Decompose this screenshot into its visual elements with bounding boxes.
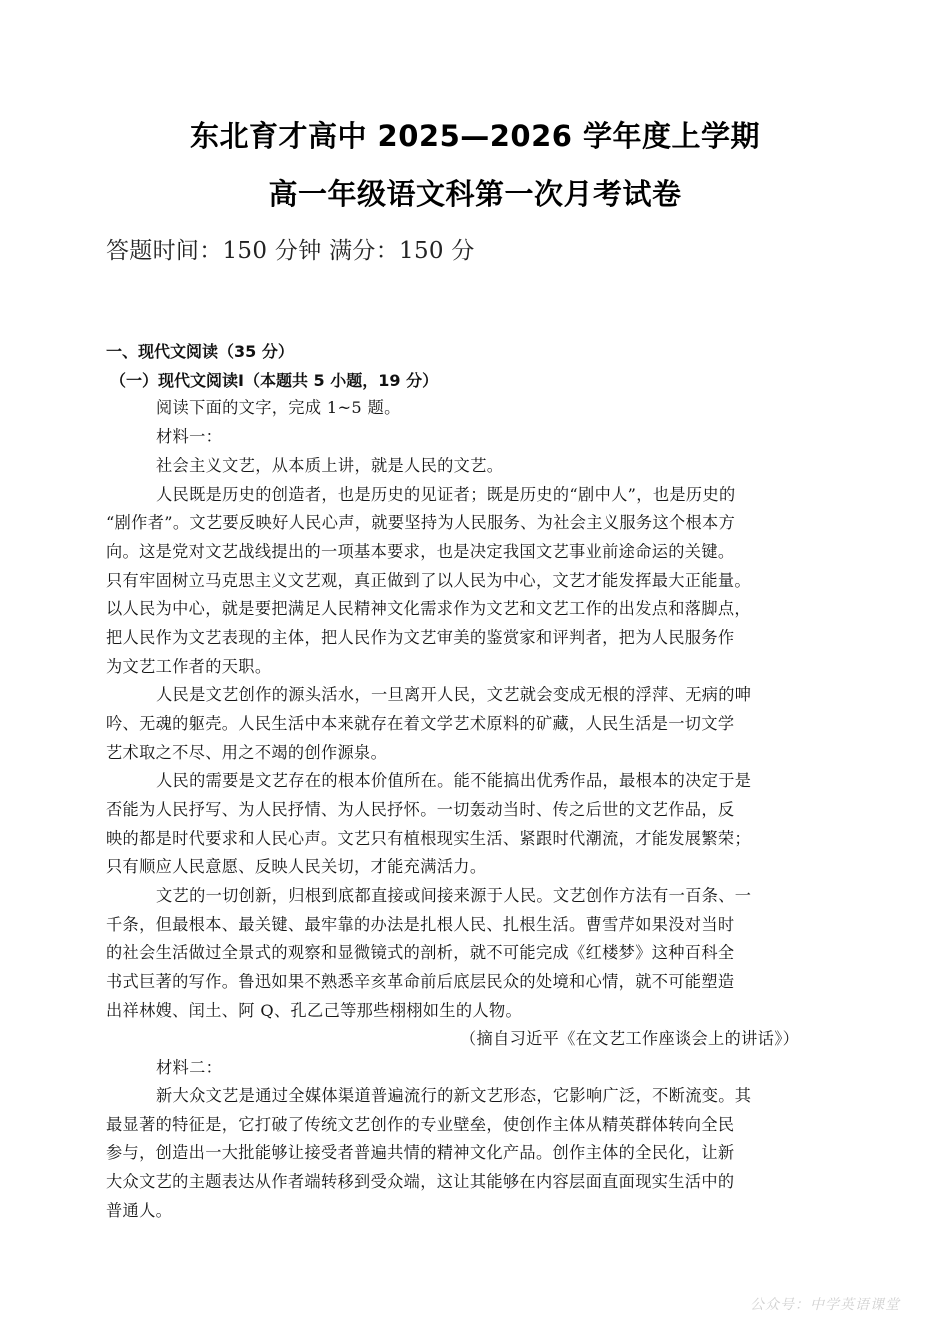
exam-meta: 答题时间：150 分钟 满分：150 分	[106, 238, 475, 264]
source-citation: （摘自习近平《在文艺工作座谈会上的讲话》）	[460, 1029, 800, 1048]
text-line: 只有顺应人民意愿、反映人民关切，才能充满活力。	[106, 857, 487, 876]
text-line: 出祥林嫂、闰土、阿 Q、孔乙己等那些栩栩如生的人物。	[106, 1001, 523, 1020]
text-line: 书式巨著的写作。鲁迅如果不熟悉辛亥革命前后底层民众的处境和心情，就不可能塑造	[106, 972, 735, 991]
exam-title-line2: 高一年级语文科第一次月考试卷	[268, 177, 682, 211]
text-line: 社会主义文艺，从本质上讲，就是人民的文艺。	[156, 456, 504, 475]
text-line: 艺术取之不尽、用之不竭的创作源泉。	[106, 743, 388, 762]
text-line: 把人民作为文艺表现的主体，把人民作为文艺审美的鉴赏家和评判者，把为人民服务作	[106, 628, 735, 647]
sub-section-heading: （一）现代文阅读Ⅰ（本题共 5 小题，19 分）	[110, 371, 439, 390]
text-line: 文艺的一切创新，归根到底都直接或间接来源于人民。文艺创作方法有一百条、一	[156, 886, 752, 905]
text-line: 最显著的特征是，它打破了传统文艺创作的专业壁垒，使创作主体从精英群体转向全民	[106, 1115, 735, 1134]
text-line: 映的都是时代要求和人民心声。文艺只有植根现实生活、紧跟时代潮流，才能发展繁荣；	[106, 829, 751, 848]
text-line: 为文艺工作者的天职。	[106, 657, 272, 676]
instruction-line: 阅读下面的文字，完成 1~5 题。	[156, 398, 401, 417]
exam-title-line1: 东北育才高中 2025—2026 学年度上学期	[189, 119, 761, 153]
text-line: “剧作者”。文艺要反映好人民心声，就要坚持为人民服务、为社会主义服务这个根本方	[106, 513, 736, 532]
text-line: 否能为人民抒写、为人民抒情、为人民抒怀。一切轰动当时、传之后世的文艺作品，反	[106, 800, 735, 819]
text-line: 的社会生活做过全景式的观察和显微镜式的剖析，就不可能完成《红楼梦》这种百科全	[106, 943, 735, 962]
text-line: 吟、无魂的躯壳。人民生活中本来就存在着文学艺术原料的矿藏，人民生活是一切文学	[106, 714, 735, 733]
text-line: 只有牢固树立马克思主义文艺观，真正做到了以人民为中心，文艺才能发挥最大正能量。	[106, 571, 751, 590]
text-line: 以人民为中心，就是要把满足人民精神文化需求作为文艺和文艺工作的出发点和落脚点，	[106, 599, 751, 618]
material-label: 材料一：	[156, 427, 223, 446]
text-line: 人民的需要是文艺存在的根本价值所在。能不能搞出优秀作品，最根本的决定于是	[156, 771, 752, 790]
material-label: 材料二：	[156, 1058, 223, 1077]
text-line: 千条，但最根本、最关键、最牢靠的办法是扎根人民、扎根生活。曹雪芹如果没对当时	[106, 915, 735, 934]
text-line: 人民既是历史的创造者，也是历史的见证者；既是历史的“剧中人”，也是历史的	[156, 485, 736, 504]
section-heading: 一、现代文阅读（35 分）	[106, 342, 294, 361]
text-line: 大众文艺的主题表达从作者端转移到受众端，这让其能够在内容层面直面现实生活中的	[106, 1172, 735, 1191]
text-line: 人民是文艺创作的源头活水，一旦离开人民，文艺就会变成无根的浮萍、无病的呻	[156, 685, 752, 704]
text-line: 参与，创造出一大批能够让接受者普遍共情的精神文化产品。创作主体的全民化，让新	[106, 1143, 735, 1162]
text-line: 普通人。	[106, 1201, 173, 1220]
text-line: 向。这是党对文艺战线提出的一项基本要求，也是决定我国文艺事业前途命运的关键。	[106, 542, 735, 561]
watermark: 公众号：中学英语课堂	[750, 1297, 900, 1313]
text-line: 新大众文艺是通过全媒体渠道普遍流行的新文艺形态，它影响广泛，不断流变。其	[156, 1086, 752, 1105]
